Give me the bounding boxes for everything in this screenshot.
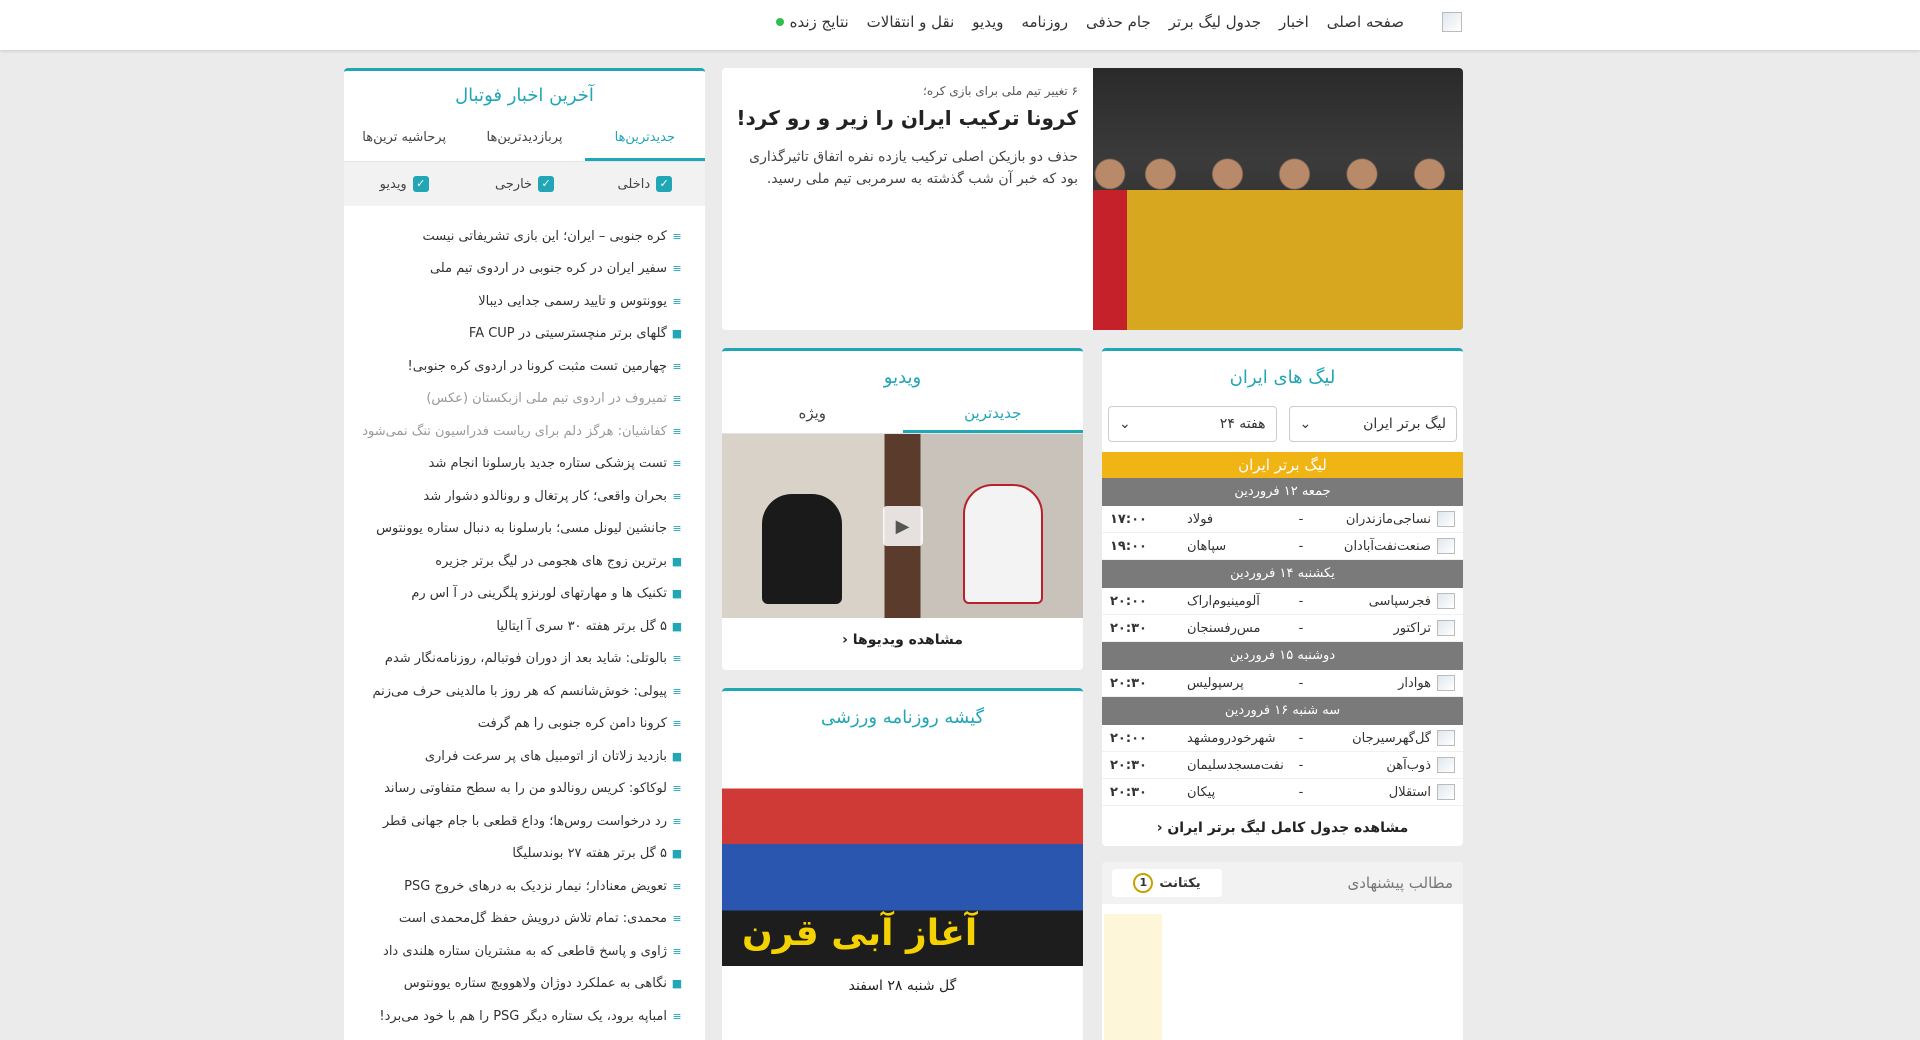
list-item[interactable]: ≡ تمیروف در اردوی تیم ملی ازبکستان (عکس) — [426, 391, 682, 407]
video-camera-icon: ■ — [671, 554, 683, 568]
list-item[interactable]: ≡ محمدی: تمام تلاش درویش حفظ گل‌محمدی است — [398, 911, 682, 927]
news-panel-title: آخرین اخبار فوتبال — [455, 85, 594, 106]
league-panel-title: لیگ های ایران — [1229, 367, 1336, 388]
filter-domestic[interactable] — [585, 176, 705, 192]
site-logo[interactable] — [1442, 12, 1462, 32]
league-name-header: لیگ برتر ایران — [1102, 452, 1463, 478]
nav-live-results[interactable] — [776, 13, 849, 31]
list-item[interactable]: ≡ لوکاکو: کریس رونالدو من را به سطح متفاوتی رساند — [384, 781, 682, 797]
list-item[interactable]: ≡ تست پزشکی ستاره جدید بارسلونا انجام شد — [428, 456, 682, 472]
latest-news-panel — [344, 68, 705, 1040]
week-select-value: هفته ۲۴ — [1219, 416, 1266, 432]
week-select[interactable] — [1108, 406, 1277, 442]
team-logo-icon — [1437, 593, 1455, 609]
list-lines-icon: ≡ — [672, 457, 682, 471]
list-item[interactable]: ≡ ژاوی و پاسخ قاطعی که به مشتریان ستاره هلندی داد — [383, 943, 682, 959]
league-select[interactable] — [1289, 406, 1458, 442]
league-select-value: لیگ برتر ایران — [1363, 416, 1446, 432]
main-nav — [776, 12, 1462, 32]
match-day: جمعه ۱۲ فروردین — [1102, 478, 1463, 506]
team-logo-icon — [1437, 784, 1455, 800]
tab-video-newest[interactable]: جدیدترین — [903, 404, 1084, 433]
list-lines-icon: ≡ — [672, 522, 682, 536]
news-filters — [344, 162, 705, 206]
match-day: یکشنبه ۱۴ فروردین — [1102, 560, 1463, 588]
list-item[interactable]: ≡ کفاشیان: هرگز دلم برای ریاست فدراسیون تنگ نمی‌شود — [362, 423, 682, 439]
list-item[interactable]: ■ نگاهی به عملکرد دوژان ولاهوویچ ستاره یوونتوس — [403, 976, 683, 992]
list-item[interactable]: ■ ۵ گل برتر هفته ۳۰ سری آ ایتالیا — [496, 618, 683, 634]
list-lines-icon: ≡ — [672, 262, 682, 276]
team-logo-icon — [1437, 675, 1455, 691]
live-label: نتایج زنده — [789, 13, 849, 31]
tab-most-controversial[interactable]: پرحاشیه ترین‌ها — [362, 130, 447, 145]
team-logo-icon — [1437, 538, 1455, 554]
team-logo-icon — [1437, 757, 1455, 773]
tab-newest[interactable]: جدیدترین‌ها — [585, 122, 705, 161]
checkbox-checked-icon[interactable]: ✓ — [538, 176, 554, 192]
video-thumbnail[interactable] — [722, 434, 1083, 618]
video-camera-icon: ■ — [671, 327, 683, 341]
match-row[interactable]: صنعت‌نفت‌آبادان - سپاهان ۱۹:۰۰ — [1102, 533, 1463, 560]
list-lines-icon: ≡ — [672, 229, 682, 243]
featured-kicker: ۶ تغییر تیم ملی برای بازی کره؛ — [923, 84, 1078, 98]
list-item[interactable]: ■ برترین زوج های هجومی در لیگ برتر جزیره — [435, 553, 683, 569]
match-row[interactable]: ذوب‌آهن - نفت‌مسجدسلیمان ۲۰:۳۰ — [1102, 752, 1463, 779]
view-videos-link[interactable] — [722, 632, 1083, 648]
video-tabs — [722, 404, 1083, 434]
list-lines-icon: ≡ — [672, 392, 682, 406]
newspaper-panel-title: گیشه روزنامه ورزشی — [820, 707, 985, 728]
video-camera-icon: ■ — [671, 977, 683, 991]
team-logo-icon — [1437, 730, 1455, 746]
newspaper-headline: آغاز آبی قرن — [742, 913, 978, 954]
brand-number-icon: 1 — [1133, 873, 1153, 893]
list-lines-icon: ≡ — [672, 1009, 682, 1023]
list-item[interactable]: ≡ تعویض معنادار؛ نیمار نزدیک به درهای خروج PSG — [404, 878, 682, 894]
featured-title[interactable]: کرونا ترکیب ایران را زیر و رو کرد! — [736, 106, 1078, 130]
nav-video[interactable]: ویدیو — [972, 13, 1004, 31]
featured-lead: حذف دو بازیکن اصلی ترکیب یازده نفره اتفاق تاثیرگذاری بود که خبر آن شب گذشته به سرمربی تیم ملی رسید. — [749, 149, 1078, 187]
list-item[interactable]: ≡ کرونا دامن کره جنوبی را هم گرفت — [477, 716, 682, 732]
match-row[interactable]: استقلال - پیکان ۲۰:۳۰ — [1102, 779, 1463, 806]
team-logo-icon — [1437, 511, 1455, 527]
nav-newspaper[interactable]: روزنامه — [1021, 13, 1069, 31]
play-icon[interactable]: ▶ — [883, 506, 923, 546]
yektanet-logo[interactable] — [1112, 869, 1222, 897]
match-day: سه شنبه ۱۶ فروردین — [1102, 697, 1463, 725]
newspaper-caption[interactable]: گل شنبه ۲۸ اسفند — [848, 978, 957, 994]
view-videos-label: مشاهده ویدیوها — [852, 632, 963, 648]
newspaper-panel — [722, 688, 1083, 1040]
filter-label: داخلی — [617, 176, 651, 192]
brand-label: یکتانت — [1159, 875, 1201, 891]
suggested-title: مطالب پیشنهادی — [1347, 874, 1453, 892]
checkbox-checked-icon[interactable]: ✓ — [656, 176, 672, 192]
list-lines-icon: ≡ — [672, 879, 682, 893]
video-camera-icon: ■ — [671, 587, 683, 601]
list-lines-icon: ≡ — [672, 912, 682, 926]
nav-league-table[interactable]: جدول لیگ برتر — [1168, 13, 1262, 31]
list-item[interactable]: ≡ بالوتلی: شاید بعد از دوران فوتبالم، روزنامه‌نگار شدم — [384, 651, 682, 667]
list-item[interactable]: ≡ امباپه برود، یک ستاره دیگر PSG را هم با خود می‌برد! — [379, 1008, 682, 1024]
list-item[interactable]: ■ گلهای برتر منچسترسیتی در FA CUP — [468, 326, 683, 342]
match-row[interactable]: تراکتور - مس‌رفسنجان ۲۰:۳۰ — [1102, 615, 1463, 642]
full-table-label: مشاهده جدول کامل لیگ برتر ایران — [1167, 820, 1409, 836]
list-lines-icon: ≡ — [672, 814, 682, 828]
nav-news[interactable]: اخبار — [1279, 13, 1309, 31]
list-lines-icon: ≡ — [672, 944, 682, 958]
list-lines-icon: ≡ — [672, 424, 682, 438]
list-item[interactable]: ≡ چهارمین تست مثبت کرونا در اردوی کره جنوبی! — [407, 358, 682, 374]
newspaper-cover[interactable] — [722, 744, 1083, 966]
match-row[interactable]: گل‌گهرسیرجان - شهرخودرومشهد ۲۰:۰۰ — [1102, 725, 1463, 752]
list-lines-icon: ≡ — [672, 782, 682, 796]
video-camera-icon: ■ — [671, 619, 683, 633]
chevron-down-icon: ⌄ — [1299, 416, 1312, 432]
video-camera-icon: ■ — [671, 749, 683, 763]
tab-video-special[interactable]: ویژه — [798, 404, 827, 422]
suggested-panel — [1102, 862, 1463, 1040]
filter-video[interactable] — [344, 176, 464, 192]
list-item[interactable]: ≡ کره جنوبی – ایران؛ این بازی تشریفاتی نیست — [422, 228, 682, 244]
list-item[interactable]: ≡ بحران واقعی؛ کار پرتغال و رونالدو دشوار شد — [423, 488, 682, 504]
chevron-down-icon: ⌄ — [1119, 416, 1131, 432]
match-row[interactable]: هوادار - پرسپولیس ۲۰:۳۰ — [1102, 670, 1463, 697]
live-dot-icon — [776, 18, 784, 26]
list-item[interactable]: ■ ۵ گل برتر هفته ۲۷ بوندسلیگا — [512, 846, 683, 862]
nav-transfers[interactable]: نقل و انتقالات — [866, 13, 955, 31]
list-item[interactable]: ≡ یوونتوس و تایید رسمی جدایی دیبالا — [478, 293, 682, 309]
nav-hazfi-cup[interactable]: جام حذفی — [1086, 13, 1151, 31]
list-lines-icon: ≡ — [672, 294, 682, 308]
list-item[interactable]: ≡ رد درخواست روس‌ها؛ وداع قطعی با جام جهانی قطر — [382, 813, 682, 829]
filter-label: ویدیو — [379, 176, 407, 192]
video-panel-title: ویدیو — [883, 367, 922, 388]
filter-foreign[interactable] — [464, 176, 584, 192]
list-lines-icon: ≡ — [672, 717, 682, 731]
list-lines-icon: ≡ — [672, 359, 682, 373]
news-tabs — [344, 122, 705, 162]
video-camera-icon: ■ — [671, 847, 683, 861]
match-row[interactable]: نساجی‌مازندران - فولاد ۱۷:۰۰ — [1102, 506, 1463, 533]
filter-label: خارجی — [494, 176, 533, 192]
nav-home[interactable]: صفحه اصلی — [1326, 13, 1404, 31]
list-item[interactable]: ■ بازدید زلاتان از اتومبیل های پر سرعت فراری — [424, 748, 683, 764]
checkbox-checked-icon[interactable]: ✓ — [413, 176, 429, 192]
list-item[interactable]: ≡ جانشین لیونل مسی؛ بارسلونا به دنبال ستاره یوونتوس — [376, 521, 682, 537]
video-panel — [722, 348, 1083, 670]
team-logo-icon — [1437, 620, 1455, 636]
iran-leagues-panel — [1102, 348, 1463, 846]
match-row[interactable]: فجرسپاسی - آلومینیوم‌اراک ۲۰:۰۰ — [1102, 588, 1463, 615]
top-bar — [0, 0, 1920, 50]
list-lines-icon: ≡ — [672, 489, 682, 503]
list-item[interactable]: ≡ پیولی: خوش‌شانسم که هر روز با مالدینی حرف می‌زنم — [372, 683, 682, 699]
list-lines-icon: ≡ — [672, 652, 682, 666]
full-table-link[interactable] — [1102, 820, 1463, 836]
list-item[interactable]: ■ تکنیک ها و مهارتهای لورنزو پلگرینی در آ اس رم — [411, 586, 683, 602]
chevron-left-icon: ‹ — [1156, 820, 1163, 836]
chevron-left-icon: ‹ — [842, 632, 848, 648]
ad-slot[interactable] — [1104, 914, 1162, 1040]
featured-photo[interactable] — [1093, 68, 1463, 330]
news-list — [344, 206, 705, 1033]
featured-article[interactable] — [722, 68, 1463, 330]
match-day: دوشنبه ۱۵ فروردین — [1102, 642, 1463, 670]
list-item[interactable]: ≡ سفیر ایران در کره جنوبی در اردوی تیم ملی — [429, 261, 682, 277]
tab-most-viewed[interactable]: پربازدیدترین‌ها — [486, 130, 563, 145]
list-lines-icon: ≡ — [672, 684, 682, 698]
